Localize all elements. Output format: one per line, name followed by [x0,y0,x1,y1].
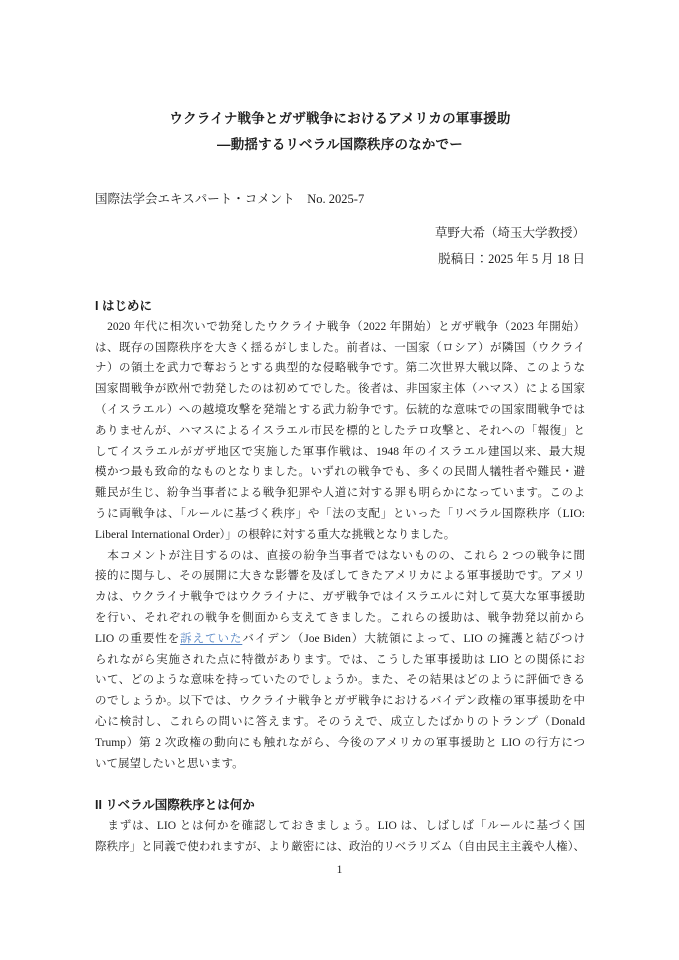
text-line: Trump）第 2 次政権の動向にも触れながら、今後のアメリカの軍事援助と LIO の行方につ [95,736,585,749]
document-number: 国際法学会エキスパート・コメント No. 2025-7 [95,192,365,206]
author-line: 草野大希（埼玉大学教授） [434,226,585,240]
text-line: まずは、LIO とは何かを確認しておきましょう。LIO は、しばしば「ルールに基づく国 [95,820,585,833]
text-line: いて、どのような意味を持っていたのでしょうか。また、その結果はどのように評価できる [95,674,585,687]
text-line: 国家間戦争が欧州で勃発したのは初めてでした。後者は、非国家主体（ハマス）による国家 [95,383,585,396]
paragraph [95,816,585,858]
text-line: を行い、それぞれの戦争を側面から支えてきました。これらの援助は、戦争勃発以前から [95,611,585,624]
text-line: LIO の重要性を訴えていたバイデン（Joe Biden）大統領によって、LIO の擁護と結びつけ [95,632,585,645]
byline [95,220,585,272]
text-line: 2020 年代に相次いで勃発したウクライナ戦争（2022 年開始）とガザ戦争（2023 年開始） [95,320,585,333]
text-line: 本コメントが注目するのは、直接の紛争当事者ではないものの、これら 2 つの戦争に間 [95,549,585,562]
section-heading-2: II リベラル国際秩序とは何か [95,798,255,813]
text-line: 心に検討し、これらの問いに答えます。そのうえで、成立したばかりのトランプ（Donald [95,715,585,728]
text-line: のでしょうか。以下では、ウクライナ戦争とガザ戦争におけるバイデン政権の軍事援助を中 [95,695,585,708]
text-line: 際秩序」と同義で使われますが、より厳密には、政治的リベラリズム（自由民主主義や人権）、 [95,840,585,853]
date-line: 脱稿日：2025 年 5 月 18 日 [438,252,585,266]
page-number: 1 [336,864,343,876]
text-line: してイスラエルがガザ地区で実施した軍事作戦は、1948 年のイスラエル建国以来、最大規 [95,445,585,458]
text-line: 模かつ最も致命的なものとなりました。いずれの戦争でも、多くの民間人犠牲者や難民・避 [95,466,585,479]
text-line: （イスラエル）への越境攻撃を発端とする武力紛争です。伝統的な意味での国家間戦争では [95,403,585,416]
text-line: られながら実施された点に特徴があります。では、こうした軍事援助は LIO との関係にお [95,653,585,666]
text-line: いて展望したいと思います。 [95,757,244,770]
title-line-1: ウクライナ戦争とガザ戦争におけるアメリカの軍事援助 [169,111,511,126]
document-content [95,0,585,858]
document-title [95,106,585,158]
paragraph [95,546,585,775]
text-line: Liberal International Order）」の根幹に対する重大な挑戦となりました。 [95,528,456,541]
text-line: カは、ウクライナ戦争ではウクライナに、ガザ戦争ではイスラエルに対して莫大な軍事援助 [95,591,585,604]
text-line: ありませんが、ハマスによるイスラエル市民を標的としたテロ攻撃と、それへの「報復」と [95,424,585,437]
paragraph [95,317,585,546]
text-line: は、既存の国際秩序を大きく揺るがしました。前者は、一国家（ロシア）が隣国（ウクライ [95,341,585,354]
text-line: 接的に関与し、その展開に大きな影響を及ぼしてきたアメリカによる軍事援助です。アメリ [95,570,585,583]
text-line: うに両戦争は、「ルールに基づく秩序」や「法の支配」といった「リベラル国際秩序（LIO: [95,507,585,520]
text-line: 難民が生じ、紛争当事者による戦争犯罪や人道に対する罪も明らかになっています。このよ [95,487,585,500]
text-line: ナ）の領土を武力で奪おうとする典型的な侵略戦争です。第二次世界大戦以降、このような [95,362,585,375]
section-heading-1: I はじめに [95,299,152,313]
title-line-2: —動揺するリベラル国際秩序のなかでー [217,137,463,152]
inline-link[interactable]: 訴えていた [180,632,243,645]
